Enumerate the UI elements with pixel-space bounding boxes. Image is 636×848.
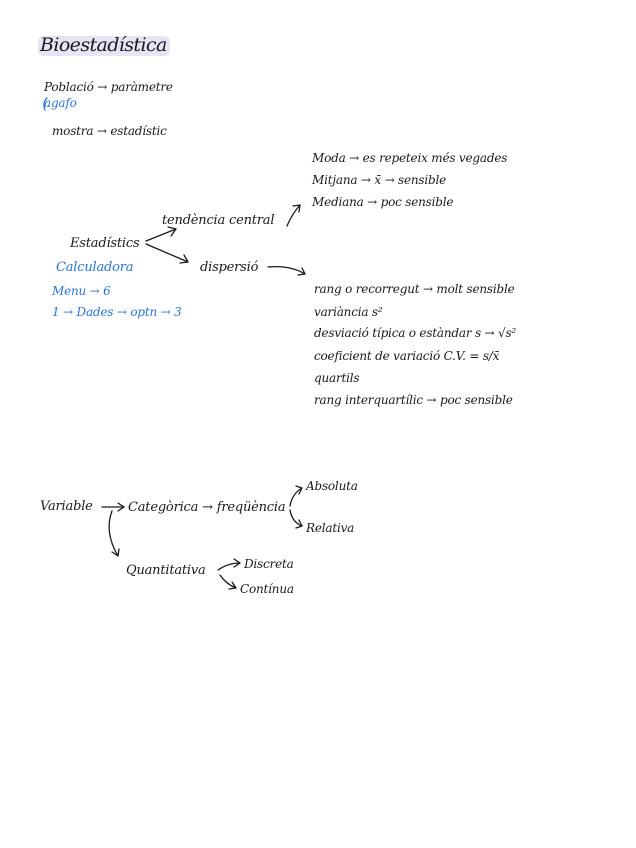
estadistics-label: Estadístics [70,236,140,251]
arrow-quantitativa-to-discreta [218,563,240,570]
calculadora-label: Calculadora [56,260,134,275]
mediana-line: Mediana → poc sensible [312,195,454,209]
mostra-line: mostra → estadístic [52,124,167,138]
tendencia-central-label: tendència central [162,213,275,228]
dades-line: 1 → Dades → optn → 3 [52,305,182,319]
poblacio-line: Població → paràmetre [44,80,173,94]
arrow-variable-to-quantitativa [109,511,118,556]
quantitativa-label: Quantitativa [126,563,206,578]
page-title: Bioestadística [40,34,167,56]
arrow-tendencia-to-mediana [287,205,300,226]
continua-label: Contínua [240,582,294,596]
arrow-dispersio-to-rang [268,267,305,274]
agafo-note: agafo [44,96,77,110]
quartils-line: quartils [314,371,360,385]
variable-label: Variable [40,499,93,514]
desviacio-line: desviació típica o estàndar s → √s² [314,326,517,340]
variancia-line: variància s² [314,305,383,319]
discreta-label: Discreta [244,557,294,571]
agafo-bracket [44,98,47,110]
coeficient-line: coeficient de variació C.V. = s/x̄ [314,349,500,363]
interquartilic-line: rang interquartílic → poc sensible [314,393,513,407]
arrow-quantitativa-to-continua [220,575,236,588]
arrow-estadistics-to-dispersio [146,244,188,262]
categorica-line: Categòrica → freqüència [128,500,286,515]
absoluta-label: Absoluta [306,479,358,493]
mitjana-line: Mitjana → x̄ → sensible [312,173,447,187]
relativa-label: Relativa [306,521,355,535]
moda-line: Moda → es repeteix més vegades [312,151,508,165]
menu-line: Menu → 6 [52,284,111,298]
rang-line: rang o recorregut → molt sensible [314,282,515,296]
dispersio-label: dispersió [200,260,259,275]
